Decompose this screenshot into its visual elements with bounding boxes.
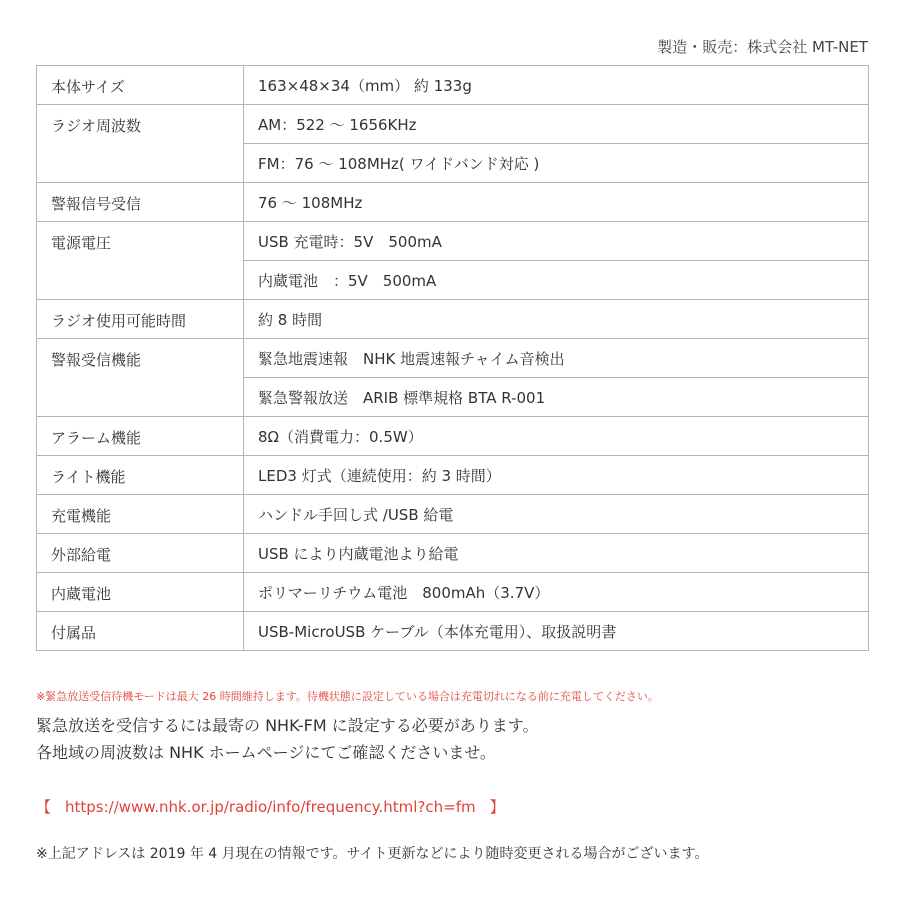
spec-value: USB-MicroUSB ケーブル（本体充電用）、取扱説明書 — [244, 612, 869, 651]
table-row — [37, 222, 869, 261]
spec-label: 本体サイズ — [37, 66, 244, 105]
spec-label: ライト機能 — [37, 456, 244, 495]
spec-label: 付属品 — [37, 612, 244, 651]
table-row — [37, 456, 869, 495]
spec-value: USB 充電時：5V 500mA — [244, 222, 869, 261]
spec-value: AM：522 〜 1656KHz — [244, 105, 869, 144]
table-row — [37, 573, 869, 612]
frequency-url-link[interactable]: https://www.nhk.or.jp/radio/info/frequency.html?ch=fm — [65, 798, 476, 816]
spec-label: 充電機能 — [37, 495, 244, 534]
table-row — [37, 66, 869, 105]
spec-value: 緊急地震速報 NHK 地震速報チャイム音検出 — [244, 339, 869, 378]
spec-table — [36, 65, 869, 651]
spec-value: 163×48×34（mm） 約 133g — [244, 66, 869, 105]
spec-value: 8Ω（消費電力：0.5W） — [244, 417, 869, 456]
spec-table-body — [37, 66, 869, 651]
spec-value: ハンドル手回し式 /USB 給電 — [244, 495, 869, 534]
table-row — [37, 300, 869, 339]
spec-value: USB により内蔵電池より給電 — [244, 534, 869, 573]
spec-value: 76 〜 108MHz — [244, 183, 869, 222]
frequency-instruction: 各地域の周波数は NHK ホームページにてご確認くださいませ。 — [36, 743, 496, 762]
url-bracket-close: 】 — [489, 798, 505, 816]
table-row — [37, 417, 869, 456]
spec-label: 警報受信機能 — [37, 339, 244, 417]
table-row — [37, 105, 869, 144]
setting-instruction: 緊急放送を受信するには最寄の NHK-FM に設定する必要があります。 — [36, 716, 539, 735]
spec-label: 外部給電 — [37, 534, 244, 573]
spec-label: ラジオ使用可能時間 — [37, 300, 244, 339]
table-row — [37, 183, 869, 222]
spec-value: FM：76 〜 108MHz( ワイドバンド対応 ) — [244, 144, 869, 183]
url-row — [36, 796, 505, 817]
spec-value: 緊急警報放送 ARIB 標準規格 BTA R-001 — [244, 378, 869, 417]
spec-label: アラーム機能 — [37, 417, 244, 456]
spec-label: 内蔵電池 — [37, 573, 244, 612]
spec-value: LED3 灯式（連続使用：約 3 時間） — [244, 456, 869, 495]
spec-label: 警報信号受信 — [37, 183, 244, 222]
maker-info: 製造・販売：株式会社 MT-NET — [657, 38, 868, 56]
spec-label: 電源電圧 — [37, 222, 244, 300]
spec-value: 約 8 時間 — [244, 300, 869, 339]
table-row — [37, 339, 869, 378]
table-row — [37, 534, 869, 573]
url-bracket-open: 【 — [36, 798, 52, 816]
spec-value: ポリマーリチウム電池 800mAh（3.7V） — [244, 573, 869, 612]
spec-label: ラジオ周波数 — [37, 105, 244, 183]
table-row — [37, 495, 869, 534]
table-row — [37, 612, 869, 651]
standby-note: ※緊急放送受信待機モードは最大 26 時間維持します。待機状態に設定している場合は充電切れになる前に充電してください。 — [36, 690, 659, 703]
address-note: ※上記アドレスは 2019 年 4 月現在の情報です。サイト更新などにより随時変更される場合がございます。 — [36, 846, 709, 862]
spec-value: 内蔵電池 ：5V 500mA — [244, 261, 869, 300]
